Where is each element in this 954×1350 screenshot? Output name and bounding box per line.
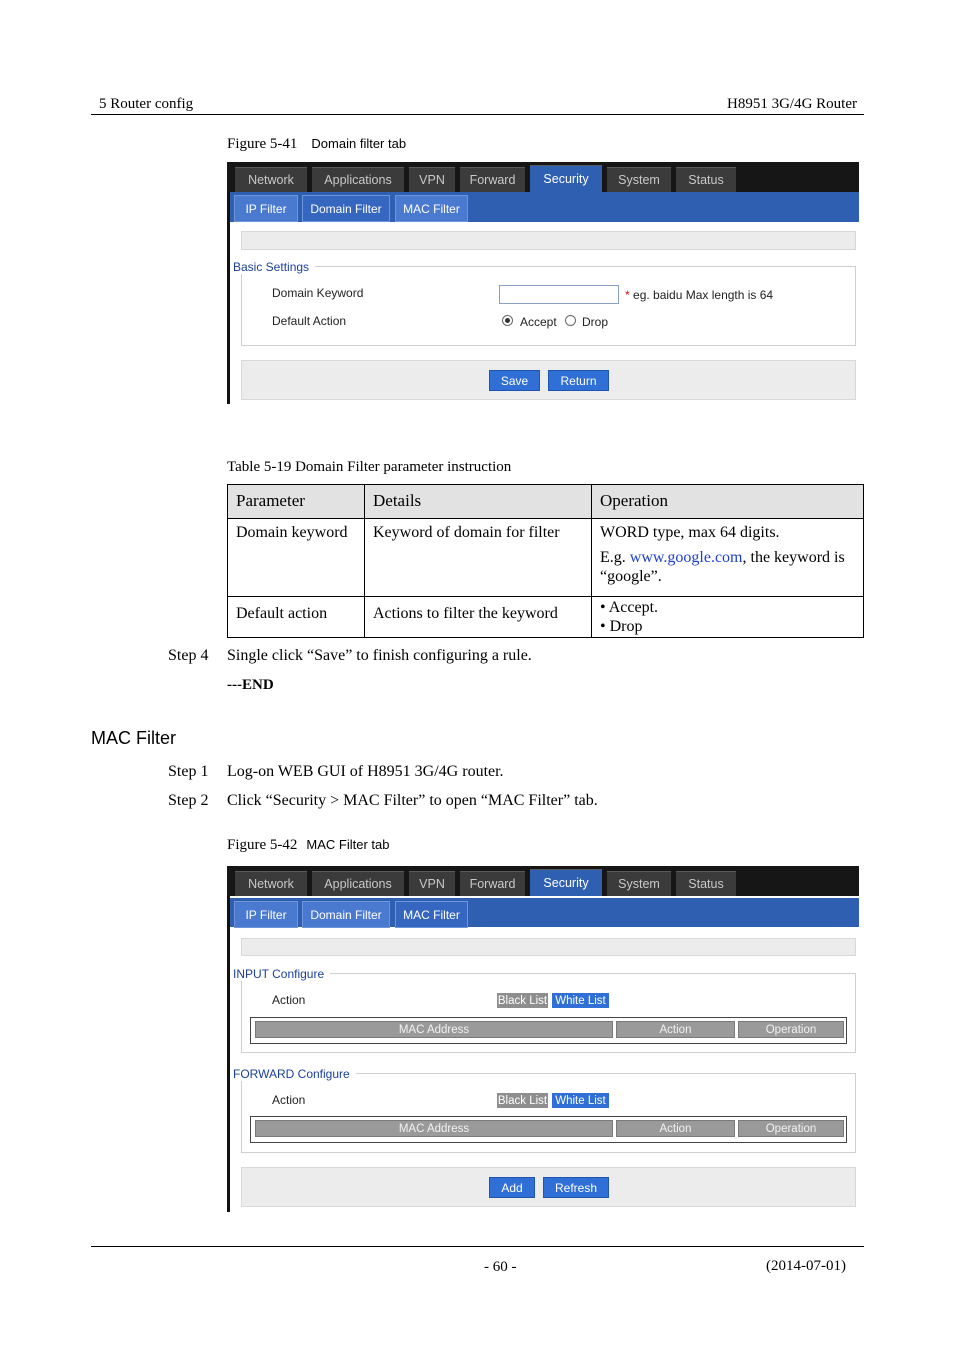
sub-nav [227, 898, 859, 927]
figure-title: Domain filter tab [311, 136, 407, 151]
header-details: Details [365, 485, 592, 519]
tab-status[interactable]: Status [676, 167, 736, 192]
step-text: Single click “Save” to finish configuring a rule. [227, 647, 532, 664]
subtab-ip-filter[interactable]: IP Filter [234, 195, 298, 222]
header-parameter: Parameter [228, 485, 365, 519]
bullet-accept-text: Accept. [608, 599, 659, 616]
row1-param: Domain keyword [228, 519, 365, 597]
figure-caption [227, 837, 390, 854]
header-rule [91, 114, 864, 115]
accept-radio[interactable] [502, 315, 513, 326]
section-title: MAC Filter [91, 728, 176, 748]
forward-black-list-button[interactable]: Black List [497, 1094, 548, 1107]
figure-caption [227, 136, 406, 153]
forward-white-list-button[interactable]: White List [552, 1093, 609, 1108]
col-mac-address: MAC Address [255, 1120, 613, 1137]
page-header-left: 5 Router config [99, 96, 194, 112]
table-row [228, 597, 864, 638]
tab-network[interactable]: Network [235, 167, 307, 192]
input-configure-legend: INPUT Configure [233, 967, 330, 981]
footer-date: (2014-07-01) [766, 1258, 846, 1274]
parameter-table [227, 484, 864, 638]
drop-radio[interactable] [565, 315, 576, 326]
bullet-drop-text: Drop [609, 618, 643, 635]
figure-number: Figure 5-41 [227, 136, 298, 152]
drop-label: Drop [582, 315, 609, 329]
tab-forward[interactable]: Forward [460, 871, 525, 896]
basic-settings-group [241, 266, 856, 346]
domain-filter-screenshot [227, 162, 859, 404]
table-caption: Table 5-19 Domain Filter parameter instruction [227, 459, 512, 475]
footer-rule [91, 1246, 864, 1247]
subtab-mac-filter[interactable]: MAC Filter [395, 195, 468, 222]
subtab-domain-filter[interactable]: Domain Filter [302, 901, 390, 928]
row2-operation [592, 597, 864, 638]
row2-param: Default action [228, 597, 365, 638]
domain-keyword-label: Domain Keyword [272, 286, 364, 300]
basic-settings-legend: Basic Settings [233, 260, 315, 274]
input-action-label: Action [272, 993, 306, 1007]
refresh-button[interactable]: Refresh [543, 1177, 609, 1198]
col-operation: Operation [738, 1021, 844, 1038]
add-button[interactable]: Add [489, 1177, 535, 1198]
info-bar [241, 938, 856, 956]
row1-op-line1: WORD type, max 64 digits. [600, 524, 780, 541]
tab-security[interactable]: Security [530, 869, 602, 896]
mac-filter-screenshot [227, 866, 859, 1212]
frame-edge [227, 896, 230, 1212]
main-nav [227, 866, 859, 896]
table-row [228, 519, 864, 597]
info-bar [241, 231, 856, 250]
save-button[interactable]: Save [489, 370, 540, 391]
accept-label: Accept [520, 315, 557, 329]
op2-suffix: , the keyword is “google”. [600, 549, 845, 585]
return-button[interactable]: Return [548, 370, 609, 391]
domain-keyword-hint [625, 288, 773, 302]
tab-status[interactable]: Status [676, 871, 736, 896]
row1-details: Keyword of domain for filter [365, 519, 592, 597]
bullet-accept: • Accept. [600, 599, 659, 616]
step-label: Step 2 [168, 792, 209, 809]
sub-nav [227, 192, 859, 222]
header-operation: Operation [592, 485, 864, 519]
domain-keyword-input[interactable] [499, 285, 619, 304]
row2-details: Actions to filter the keyword [365, 597, 592, 638]
op2-prefix: E.g. [600, 549, 630, 566]
col-operation: Operation [738, 1120, 844, 1137]
tab-system[interactable]: System [607, 871, 671, 896]
tab-applications[interactable]: Applications [312, 871, 404, 896]
frame-edge [227, 192, 230, 404]
required-mark: * [625, 288, 630, 302]
tab-forward[interactable]: Forward [460, 167, 525, 192]
tab-system[interactable]: System [607, 167, 671, 192]
tab-security[interactable]: Security [530, 165, 602, 192]
forward-action-label: Action [272, 1093, 306, 1107]
google-link[interactable]: www.google.com [629, 549, 743, 566]
tab-network[interactable]: Network [235, 871, 307, 896]
step-label: Step 1 [168, 763, 209, 780]
subtab-domain-filter[interactable]: Domain Filter [302, 195, 390, 222]
step-label: Step 4 [168, 647, 209, 664]
row1-operation [592, 519, 864, 597]
figure-title: MAC Filter tab [306, 837, 390, 852]
row1-op-line2 [600, 548, 855, 586]
subtab-mac-filter[interactable]: MAC Filter [395, 901, 468, 928]
subtab-ip-filter[interactable]: IP Filter [234, 901, 298, 928]
figure-number: Figure 5-42 [227, 837, 298, 853]
input-black-list-button[interactable]: Black List [497, 994, 548, 1007]
table-header-row [228, 485, 864, 519]
input-white-list-button[interactable]: White List [552, 993, 609, 1008]
bullet-drop: • Drop [600, 618, 643, 635]
tab-vpn[interactable]: VPN [409, 871, 455, 896]
hint-text: eg. baidu Max length is 64 [633, 288, 774, 302]
col-mac-address: MAC Address [255, 1021, 613, 1038]
col-action: Action [616, 1021, 735, 1038]
default-action-label: Default Action [272, 314, 347, 328]
tab-applications[interactable]: Applications [312, 167, 404, 192]
tab-vpn[interactable]: VPN [409, 167, 455, 192]
step-text: Click “Security > MAC Filter” to open “MAC Filter” tab. [227, 792, 598, 809]
main-nav [227, 162, 859, 192]
end-marker: ---END [227, 677, 274, 693]
forward-configure-legend: FORWARD Configure [233, 1067, 356, 1081]
input-mac-table [250, 1017, 847, 1044]
forward-mac-table [250, 1116, 847, 1143]
page-number: - 60 - [484, 1259, 517, 1275]
step-text: Log-on WEB GUI of H8951 3G/4G router. [227, 763, 504, 780]
col-action: Action [616, 1120, 735, 1137]
page-header-right: H8951 3G/4G Router [727, 96, 857, 112]
